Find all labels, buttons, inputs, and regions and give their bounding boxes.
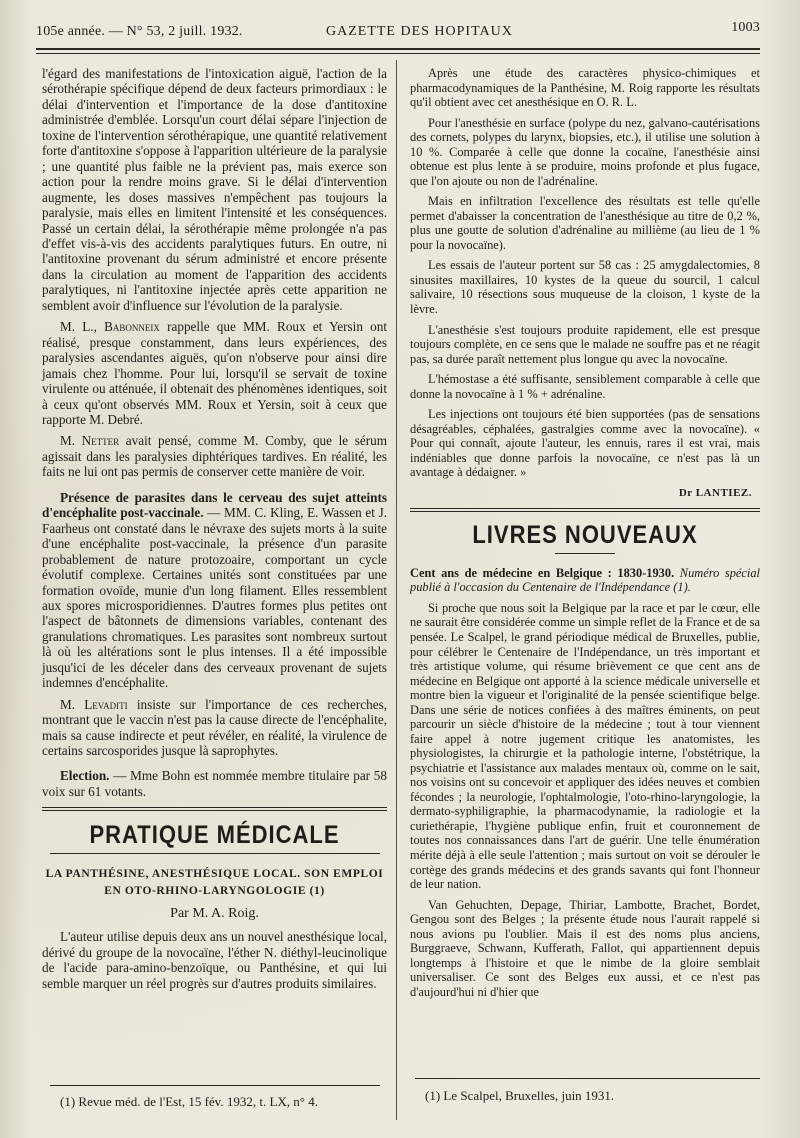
footnote-rule	[50, 1085, 380, 1086]
article-title-line: EN OTO-RHINO-LARYNGOLOGIE (1)	[104, 884, 325, 897]
paragraph: L'auteur utilise depuis deux ans un nouvel anesthésique local, dérivé du groupe de la novocaïne, l'éther N. diéthyl-leucinolique de l'acide para-amino-benzoïque, ou Panthésine, et qui lui semble marquer un réel progrès sur d'autres produits similaires.	[42, 929, 387, 991]
page-number: 1003	[731, 20, 760, 35]
paragraph: Mais en infiltration l'excellence des résultats est telle qu'elle permet d'abaisser la concentration de l'anesthésique au titre de 0,2 %, plus une goutte de solution d'adrénaline au millième (au lieu de 1 % pour la novocaïne).	[410, 194, 760, 252]
section-rule	[410, 508, 760, 512]
paragraph-text: avait pensé, comme M. Comby, que le sérum agissait dans les paralysies diphtériques tardives. En réalité, les faits ne lui ont pas permis de conserver cette manière de voir.	[42, 433, 387, 480]
article-title	[42, 866, 387, 900]
speaker-name: M. L., Babonneix	[60, 319, 160, 335]
paragraph	[42, 490, 387, 691]
paragraph: Pour l'anesthésie en surface (polype du nez, galvano-cautérisations des cornets, polypes du larynx, biopsies, etc.), il utilise une solution à 10 %. Comparée à celle que donne la cocaïne, l'anesthésie ainsi obtenue est plus lente à se produire, moins profonde et plus fugace, que l'on ajoute ou non de l'adrénaline.	[410, 115, 760, 188]
paragraph-text: ont constaté dans le névraxe des sujets morts à la suite d'une encéphalite post-vaccinale, la présence d'un parasite probablement de nature protozoaire, comportant un cycle évolutif complexe. Certaines unités sont constituées par une formation ovoïde, munie d'un long filament. Elles ressemblent aux spores microsporidiennes. D'autres formes plus petites ont l'aspect de bâtonnets de dimensions variables, contenant des granulations chromatiques. Les parasites sont nombreux surtout là où les altérations sont le plus intenses. Il a été impossible jusqu'ici de les déceler dans des cerveaux provenant de sujets indemnes d'encéphalite.	[42, 520, 387, 691]
footnote: (1) Le Scalpel, Bruxelles, juin 1931.	[425, 1088, 615, 1103]
paragraph	[42, 768, 387, 799]
book-title: Cent ans de médecine en Belgique : 1830-1930.	[410, 565, 675, 580]
paragraph: Van Gehuchten, Depage, Thiriar, Lambotte, Brachet, Bordet, Gengou sont des Belges ; la présente étude nous l'aurait rappelé si nous avions pu l'oublier. Mais il est des noms plus anciens, Burggraeve, Schwann, Kufferath, Fallot, qui appartiennent depuis longtemps à l'histoire et que le nimbe de la gloire semblait universaliser. Ce sont des Belges eux aussi, et ce n'est pas d'aujourd'hui ni d'hier que	[410, 897, 760, 999]
article-title-line: LA PANTHÉSINE, ANESTHÉSIQUE LOCAL. SON EMPLOI	[45, 867, 384, 880]
paragraph-text: rappelle que MM. Roux et Yersin ont réalisé, presque constamment, dans leurs expériences, des paralysies ascendantes aiguës, qu'on n'observe pour ainsi dire jamais chez l'homme. Pour lui, lorsqu'il se servait de toxine virulente ou atténuée, il obtenait des phénomènes identiques, soit à ceux qu'ont observés MM. Roux et Yersin, soit à ceux que rapporte M. Debré.	[42, 319, 387, 427]
paragraph: Après une étude des caractères physico-chimiques et pharmacodynamiques de la Panthésine, M. Roig rapporte les résultats qu'il obtient avec cet anesthésique en O. R. L.	[410, 66, 760, 110]
right-column	[410, 66, 760, 1005]
paragraph-text: — Mme Bohn est nommée membre titulaire par 58 voix sur 61 votants.	[42, 768, 387, 799]
paragraph-text: insiste sur l'importance de ces recherches, montrant que le vaccin n'est pas la cause directe de l'encéphalite, mais sa cause indirecte et peut révéler, en réalité, la virulence de certains sarcosporides jusque là saprophytes.	[42, 696, 387, 759]
column-divider	[396, 60, 397, 1120]
speaker-name: M. Netter	[60, 433, 120, 449]
paragraph	[42, 433, 387, 479]
paragraph: L'anesthésie s'est toujours produite rapidement, elle est presque toujours complète, en ce sens que le malade ne souffre pas et ne réagit pas, sa durée paraît nettement plus longue qu avec la novocaïne.	[410, 322, 760, 366]
header-rule	[36, 48, 760, 50]
issue-info: 105e année. — N° 53, 2 juill. 1932.	[36, 24, 243, 39]
paragraph: Si proche que nous soit la Belgique par la race et par le cœur, elle ne saurait être considérée comme un simple reflet de la France et de sa pensée. Le Scalpel, le grand périodique médical de Bruxelles, publie, pour célébrer le Centenaire de l'Indépendance, un très important et très artistique volume, qui résume brièvement ce que cent ans de médecine en Belgique ont apporté à la science médicale universelle et montre bien la vigueur et l'originalité de la pensée scientifique belge. Dans une série de notices confiées à des maîtres éminents, on peut parcourir un siècle d'histoire de la médecine ; tout à tour viennent faire appel à notre jugement critique les anatomistes, les physiologistes, la chirurgie et la pathologie interne, l'obstétrique, la psychiatrie et l'assistance aux malades mentaux où, comme on le sait, nos voisins ont su concevoir et appliquer des idées neuves et combien fécondes ; la neurologie, l'ophtalmologie, l'oto-rhino-laryngologie, la dermato-syphiligraphie, la pharmacodynamie, la radiologie et la curiethérapie, l'hygiène publique enfin, fruit et couronnement de toutes nos connaissances dans l'art de guérir. Une telle énumération mérite déjà à elle seule l'attention ; mais surtout on voit se dérouler le cortège des grands médecins et des grands savants qui font l'honneur de leur nation.	[410, 600, 760, 892]
paragraph: Les essais de l'auteur portent sur 58 cas : 25 amygdalectomies, 8 sinusites maxillaires, 10 kystes de la queue du sourcil, 1 calcul salivaire, 10 résections sous muqueuse de la cloison, 1 kyste de la lèvre.	[410, 258, 760, 316]
speaker-name: M. Levaditi	[60, 696, 128, 712]
book-subtitle: Numéro spécial publié à l'occasion du Centenaire de l'Indépendance (1).	[410, 565, 760, 595]
footnote: (1) Revue méd. de l'Est, 15 fév. 1932, t. LX, n° 4.	[60, 1094, 318, 1109]
section-title-livres: LIVRES NOUVEAUX	[472, 520, 698, 550]
section-rule	[42, 807, 387, 811]
journal-title: GAZETTE DES HOPITAUX	[326, 24, 513, 39]
left-column	[42, 66, 387, 997]
header-rule-thin	[36, 53, 760, 54]
communication-title: Présence de parasites dans le cerveau des sujet atteints d'encéphalite post-vaccinale.	[42, 489, 387, 521]
election-label: Election.	[60, 768, 110, 784]
authors: — MM. C. Kling, E. Wassen et J. Faarheus	[42, 505, 387, 536]
footnote-rule	[415, 1078, 760, 1079]
section-rule-short	[555, 553, 615, 554]
paragraph: L'hémostase a été suffisante, sensiblement comparable à celle que donne la novocaïne à 1 % + adrénaline.	[410, 372, 760, 401]
signature: Dr LANTIEZ.	[678, 486, 752, 499]
paragraph	[42, 319, 387, 427]
byline: Par M. A. Roig.	[170, 905, 259, 921]
paragraph	[42, 697, 387, 759]
book-entry	[410, 566, 760, 595]
section-rule	[50, 853, 380, 854]
paragraph: Les injections ont toujours été bien supportées (pas de sensations désagréables, céphalées, gastralgies comme avec la novocaïne). « Pour qui connaît, ajoute l'auteur, les ennuis, rares il est vrai, mais indéniables que donne parfois la novocaïne, ce n'est pas là un avantage à dédaigner. »	[410, 407, 760, 480]
paragraph: l'égard des manifestations de l'intoxication aiguë, l'action de la sérothérapie spécifique dépend de deux facteurs primordiaux : le délai d'intervention et l'importance de la dose d'antitoxine administrée d'emblée. Lorsqu'un court délai sépare l'injection de toxine de l'intervention sérothérapique, une quantité relativement forte d'antitoxine s'oppose à l'apparition ultérieure de la paralysie ; une quantité plus faible ne la prévient pas, mais exerce son action pour la rendre moins grave. Si le délai d'intervention augmente, les doses massives n'empêchent pas toujours la paralysie, mais elles en limitent l'intensité et les conséquences. Passé un certain délai, la sérothérapie même prolongée n'a pas d'effet vis-à-vis des accidents paralytiques futurs. En outre, ni l'antitoxine provenant du sérum administré et encore présente dans la circulation au moment de l'apparition des accidents paralytiques, ni l'antitoxine injectée après cette apparition ne semblent avoir d'influence sur l'évolution de la paralysie.	[42, 66, 387, 313]
section-title-pratique: PRATIQUE MÉDICALE	[89, 820, 340, 850]
page-header	[36, 20, 760, 42]
